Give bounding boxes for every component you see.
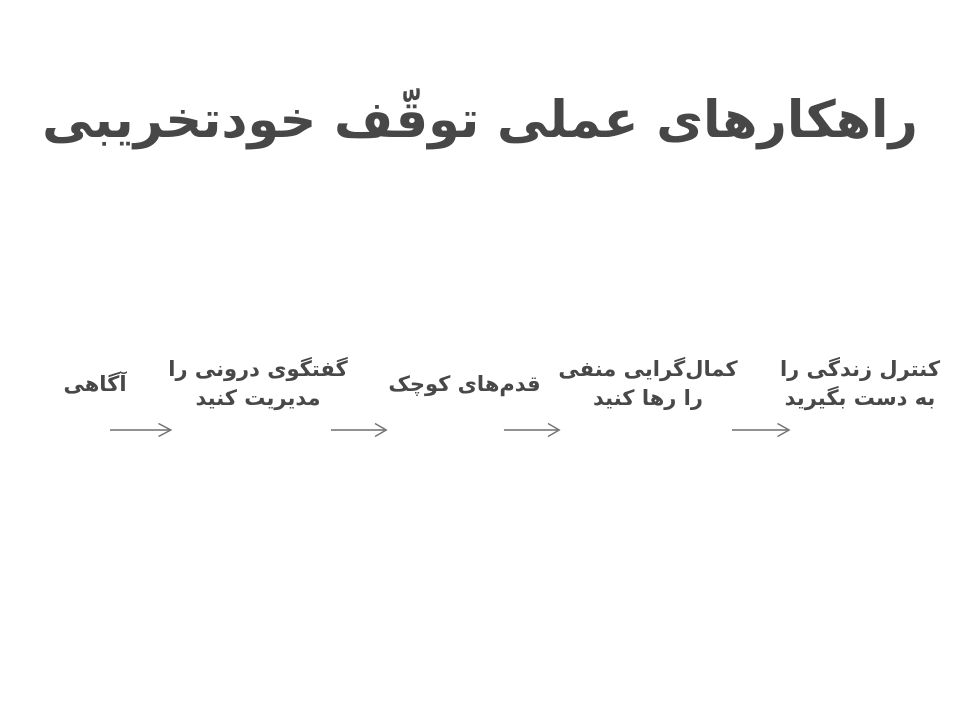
step-label-line: کمال‌گرایی منفی [558,357,738,381]
step-label-line: به دست بگیرید [784,386,936,410]
slide-title: راهکارهای عملی توقّف خودتخریبی [42,91,918,150]
flow-step-inner-dialogue [158,352,358,416]
flow-step-perfectionism [548,352,748,416]
flow-step-small-steps [372,352,557,416]
flow-step-awareness [30,352,160,416]
right-arrow-icon [731,421,793,437]
step-label-line: کنترل زندگی را [779,357,941,381]
step-label-line: گفتگوی درونی را [168,357,348,381]
step-label-line: مدیریت کنید [195,386,321,410]
right-arrow-icon [503,421,563,437]
flow-step-take-control [760,352,960,416]
right-arrow-icon [109,421,175,437]
step-label-line: آگاهی [63,371,127,396]
step-label-line: قدم‌های کوچک [388,371,541,396]
right-arrow-icon [330,421,390,437]
step-label-line: را رها کنید [593,386,703,410]
